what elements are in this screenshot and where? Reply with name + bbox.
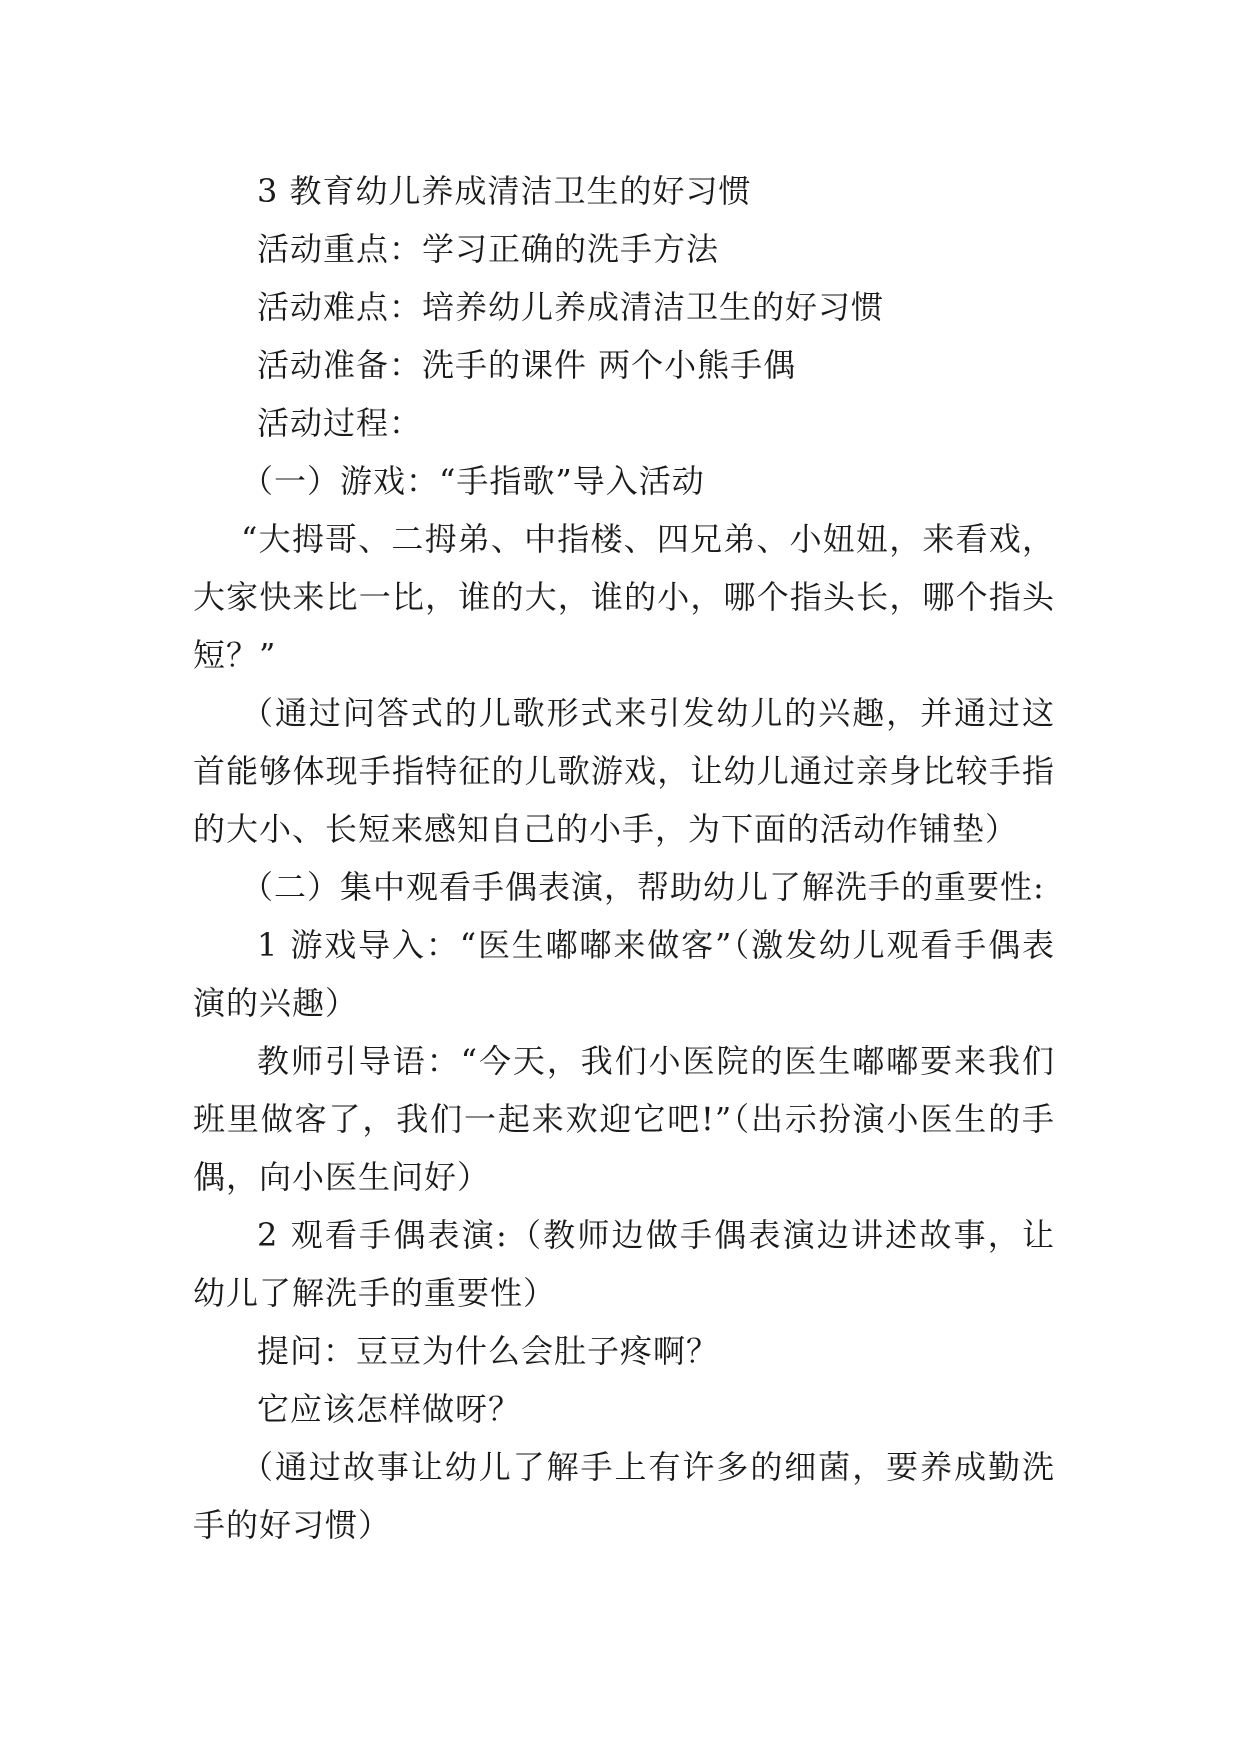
paragraph-key-point: 活动重点：学习正确的洗手方法 <box>257 230 720 268</box>
paragraph-goal-3: 3 教育幼儿养成清洁卫生的好习惯 <box>257 172 752 210</box>
paragraph-step-1: 1 游戏导入：“医生嘟嘟来做客”（激发幼儿观看手偶表演的兴趣） <box>193 926 1055 1022</box>
paragraph-teacher-guide: 教师引导语：“今天，我们小医院的医生嘟嘟要来我们班里做客了，我们一起来欢迎它吧!”（出示扮演小医生的手偶，向小医生问好） <box>193 1042 1055 1196</box>
paragraph-section-2-heading: （二）集中观看手偶表演，帮助幼儿了解洗手的重要性: <box>241 868 1045 906</box>
paragraph-finger-song-note: （通过问答式的儿歌形式来引发幼儿的兴趣，并通过这首能够体现手指特征的儿歌游戏，让幼儿通过亲身比较手指的大小、长短来感知自己的小手，为下面的活动作铺垫） <box>193 694 1055 848</box>
paragraph-finger-song: “大拇哥、二拇弟、中指楼、四兄弟、小妞妞，来看戏，大家快来比一比，谁的大，谁的小，哪个指头长，哪个指头短？” <box>193 520 1055 674</box>
document-body <box>193 162 1055 1554</box>
paragraph-step-2: 2 观看手偶表演:（教师边做手偶表演边讲述故事，让幼儿了解洗手的重要性） <box>193 1216 1055 1312</box>
paragraph-preparation: 活动准备：洗手的课件 两个小熊手偶 <box>257 346 797 384</box>
paragraph-section-1-heading: （一）游戏：“手指歌”导入活动 <box>241 462 705 500</box>
paragraph-question-2: 它应该怎样做呀？ <box>257 1390 522 1428</box>
paragraph-story-note: （通过故事让幼儿了解手上有许多的细菌，要养成勤洗手的好习惯） <box>193 1448 1055 1544</box>
paragraph-difficulty: 活动难点：培养幼儿养成清洁卫生的好习惯 <box>257 288 885 326</box>
paragraph-question-1: 提问：豆豆为什么会肚子疼啊？ <box>257 1332 720 1370</box>
paragraph-process-heading: 活动过程： <box>257 404 423 442</box>
